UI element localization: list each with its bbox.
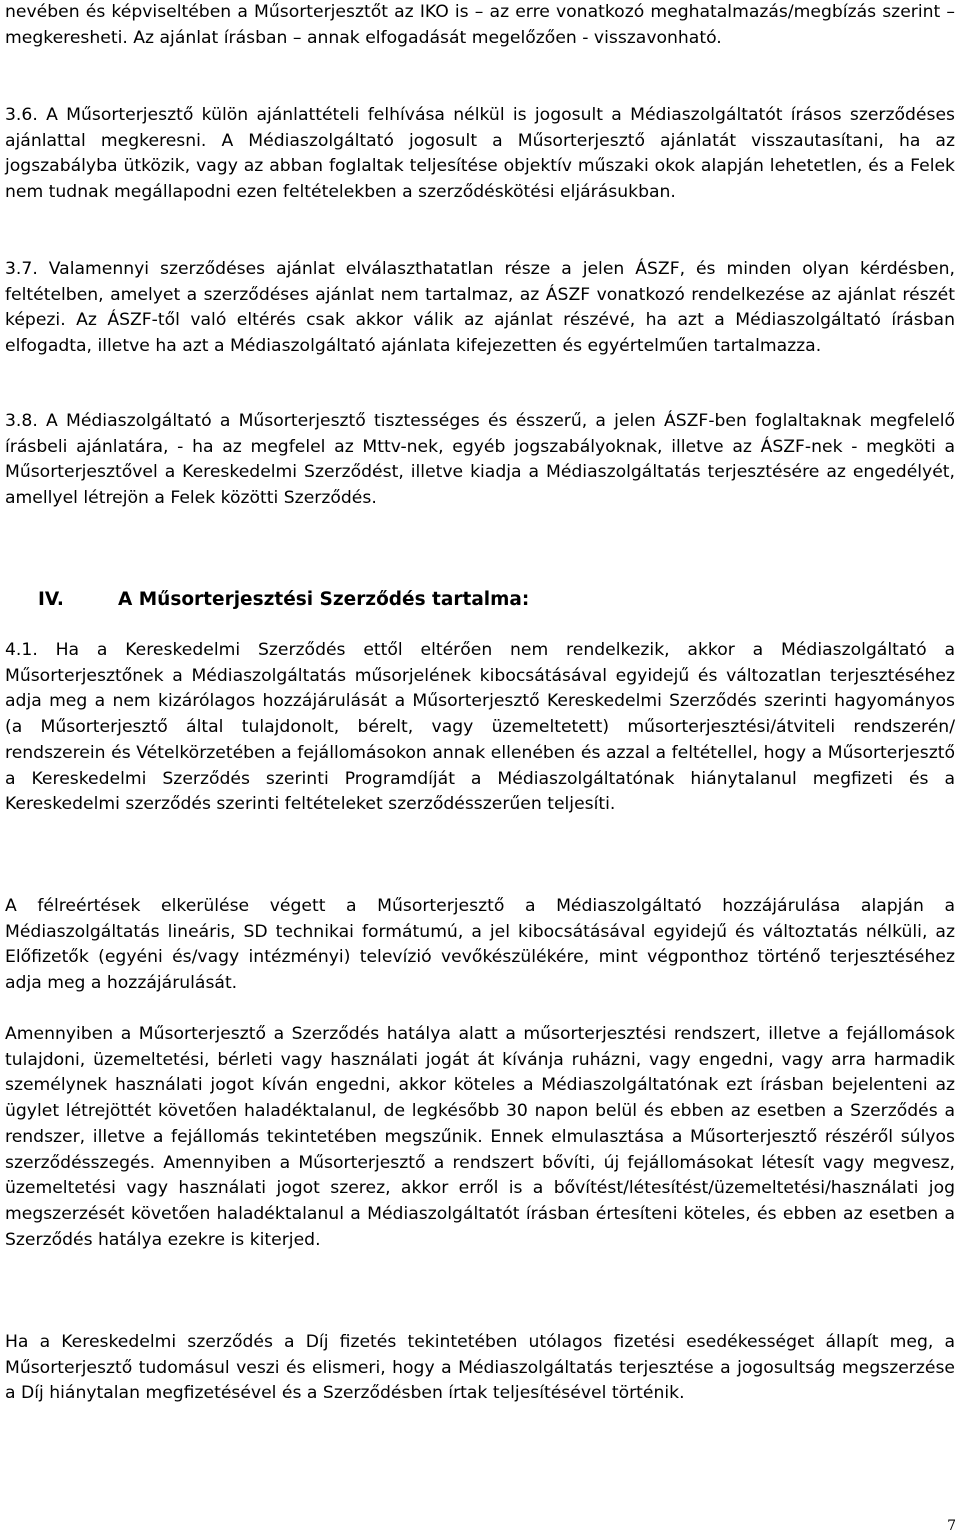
section-heading-title: A Műsorterjesztési Szerződés tartalma: — [118, 589, 530, 610]
section-heading-number: IV. — [38, 589, 64, 610]
paragraph-3-7: 3.7. Valamennyi szerződéses ajánlat elválaszthatatlan része a jelen ÁSZF, és minden olyan kérdésben, feltételben, amelyet a szerződéses ajánlat nem tartalmaz, az ÁSZF vonatkozó rendelkezése az ajánlat részét képezi. Az ÁSZF-től való eltérés csak akkor válik az ajánlat részévé, ha azt a Médiaszolgáltató írásban elfogadta, illetve ha azt a Médiaszolgáltató ajánlata kifejezetten és egyértelműen tartalmazza. — [5, 259, 955, 357]
paragraph-transfer-rights: Amennyiben a Műsorterjesztő a Szerződés hatálya alatt a műsorterjesztési rendszert, illetve a fejállomások tulajdoni, üzemeltetési, bérleti vagy használati jogát át kívánja ruházni, vagy engedni, vagy arra harmadik személynek használati jogot kíván engedni, akkor köteles a Médiaszolgáltatónak ezt írásban bejelenteni az ügylet létrejöttét követően haladéktalanul, de legkésőbb 30 napon belül és ebben az esetben a Szerződés a rendszer, illetve a fejállomás tekintetében megszűnik. Ennek elmulasztása a Műsorterjesztő részéről súlyos szerződésszegés. Amennyiben a Műsorterjesztő a rendszert bővíti, új fejállomásokat létesít vagy megvesz, üzemeltetési vagy használati jogot szerez, akkor erről is a bővítést/létesítést/üzemeltetési/használati jog megszerzését követően haladéktalanul a Médiaszolgáltatót írásban értesíteni köteles, és ebben az esetben a Szerződés hatálya ezekre is kiterjed. — [5, 1024, 955, 1250]
paragraph-4-1: 4.1. Ha a Kereskedelmi Szerződés ettől eltérően nem rendelkezik, akkor a Médiaszolgáltató a Műsorterjesztőnek a Médiaszolgáltatás műsorjelének kibocsátásával egyidejű és változatlan terjesztéséhez adja meg a nem kizárólagos hozzájárulását a Műsorterjesztő Kereskedelmi Szerződés szerinti hagyományos (a Műsorterjesztő által tulajdonolt, bérelt, vagy üzemeltetett) műsorterjesztési/átviteli rendszerén/ rendszerein és Vételkörzetében a fejállomásokon annak ellenében és azzal a feltétellel, hogy a Műsorterjesztő a Kereskedelmi Szerződés szerinti Programdíját a Médiaszolgáltatónak hiánytalanul megfizeti és a Kereskedelmi szerződés szerinti feltételeket szerződésszerűen teljesíti. — [5, 640, 955, 815]
paragraph-clarification: A félreértések elkerülése végett a Műsorterjesztő a Médiaszolgáltató hozzájárulása alapján a Médiaszolgáltatás lineáris, SD technikai formátumú, a jel kibocsátásával egyidejű és változtatás nélküli, az Előfizetők (egyéni és/vagy intézményi) televízió vevőkészülékére, mint végponthoz történő terjesztéséhez adja meg a hozzájárulását. — [5, 896, 955, 994]
paragraph-3-6: 3.6. A Műsorterjesztő külön ajánlattételi felhívása nélkül is jogosult a Médiaszolgáltatót írásos szerződéses ajánlattal megkeresni. A Médiaszolgáltató jogosult a Műsorterjesztő ajánlatát visszautasítani, ha az jogszabályba ütközik, vagy az abban foglaltak teljesítése objektív műszaki okok alapján lehetetlen, és a Felek nem tudnak megállapodni ezen feltételekben a szerződéskötési eljárásukban. — [5, 105, 955, 203]
paragraph-3-8: 3.8. A Médiaszolgáltató a Műsorterjesztő tisztességes és ésszerű, a jelen ÁSZF-ben foglaltaknak megfelelő írásbeli ajánlatára, - ha az megfelel az Mttv-nek, egyéb jogszabályoknak, illetve az ÁSZF-nek - megköti a Műsorterjesztővel a Kereskedelmi Szerződést, illetve kiadja a Médiaszolgáltatás terjesztésére az engedélyét, amellyel létrejön a Felek közötti Szerződés. — [5, 411, 955, 509]
page-number: 7 — [947, 1518, 956, 1534]
paragraph-continuation: nevében és képviseltében a Műsorterjesztőt az IKO is – az erre vonatkozó meghatalmazás/megbízás szerint – megkeresheti. Az ajánlat írásban – annak elfogadását megelőzően - visszavonható. — [5, 2, 955, 48]
section-heading — [5, 587, 955, 613]
paragraph-payment: Ha a Kereskedelmi szerződés a Díj fizetés tekintetében utólagos fizetési esedékességet állapít meg, a Műsorterjesztő tudomásul veszi és elismeri, hogy a Médiaszolgáltatás terjesztése a jogosultság megszerzése a Díj hiánytalan megfizetésével és a Szerződésben írtak teljesítésével történik. — [5, 1332, 955, 1404]
